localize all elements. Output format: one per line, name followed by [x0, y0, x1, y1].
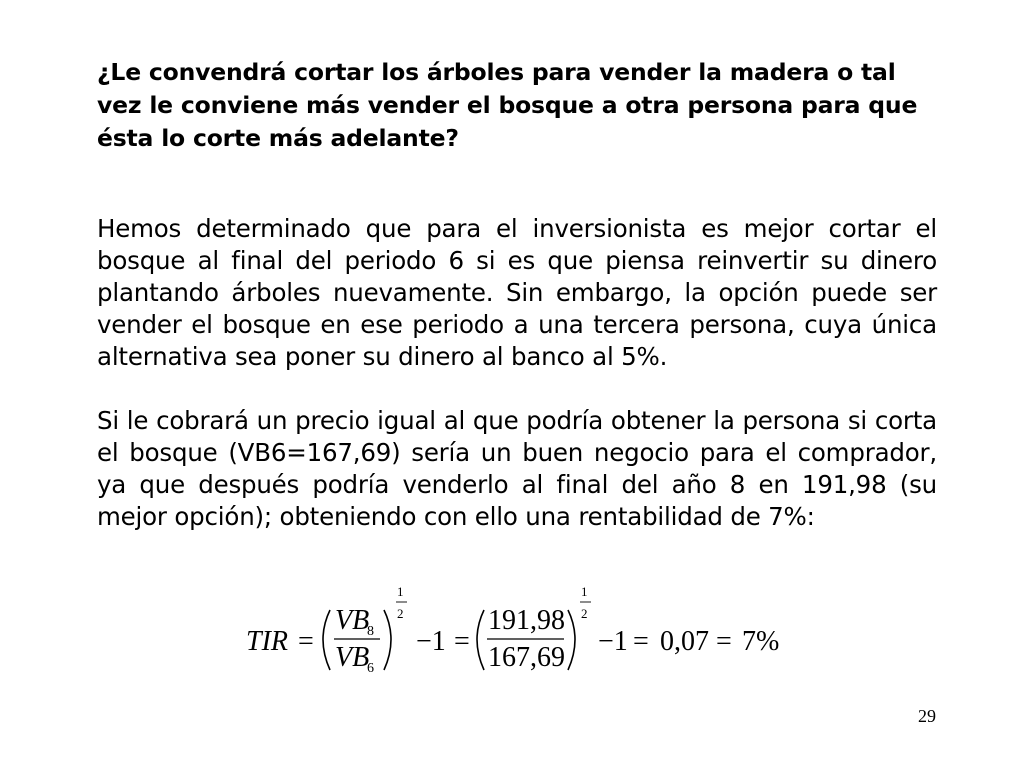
- left-parenthesis: [477, 610, 484, 670]
- formula-vb-denominator: VB: [335, 642, 370, 673]
- paragraph-buyer-return: Si le cobrará un precio igual al que podría obtener la persona si corta el bosque (VB6=167,69) sería un buen negocio para el comprador, ya que después podría venderlo al final del año 8 en 191,98 (su mejor opción); obteniendo con ello una rentabilidad de 7%:: [97, 406, 937, 531]
- spacer: [97, 155, 937, 213]
- left-parenthesis: [323, 610, 330, 670]
- formula-value-denominator: 167,69: [488, 642, 565, 673]
- formula-vb-numerator: VB: [335, 605, 370, 636]
- formula-equals-sign: =: [298, 626, 314, 657]
- exponent-numerator: 1: [581, 584, 588, 599]
- formula-equals-sign: =: [454, 626, 470, 657]
- formula-decimal-result: 0,07: [660, 626, 709, 657]
- formula-minus-one: −1: [598, 626, 628, 657]
- tir-formula-graphic: [246, 578, 806, 688]
- exponent-denominator: 2: [397, 606, 404, 621]
- formula-equals-sign: =: [716, 626, 732, 657]
- exponent-numerator: 1: [397, 584, 404, 599]
- formula-subscript-8: 8: [367, 624, 374, 639]
- formula-equals-sign: =: [633, 626, 649, 657]
- page-number: 29: [918, 706, 936, 726]
- paragraph-forest-decision: Hemos determinado que para el inversionista es mejor cortar el bosque al final del periodo 6 si es que piensa reinvertir su dinero plantando árboles nuevamente. Sin embargo, la opción puede ser vender el bosque en ese periodo a una tercera persona, cuya única alternativa sea poner su dinero al banco al 5%.: [97, 214, 937, 371]
- formula-value-numerator: 191,98: [488, 605, 565, 636]
- question-heading: ¿Le convendrá cortar los árboles para vender la madera o tal vez le conviene más vender el bosque a otra persona para que ésta lo corte más adelante?: [97, 58, 918, 152]
- formula-subscript-6: 6: [367, 661, 374, 676]
- spacer: [97, 373, 937, 405]
- exponent-denominator: 2: [581, 606, 588, 621]
- right-parenthesis: [568, 610, 575, 670]
- slide-body: [97, 56, 937, 533]
- formula-percent-result: 7%: [742, 626, 780, 657]
- tir-formula: [246, 578, 806, 688]
- right-parenthesis: [384, 610, 391, 670]
- formula-minus-one: −1: [416, 626, 446, 657]
- formula-tir-label: TIR: [246, 626, 288, 657]
